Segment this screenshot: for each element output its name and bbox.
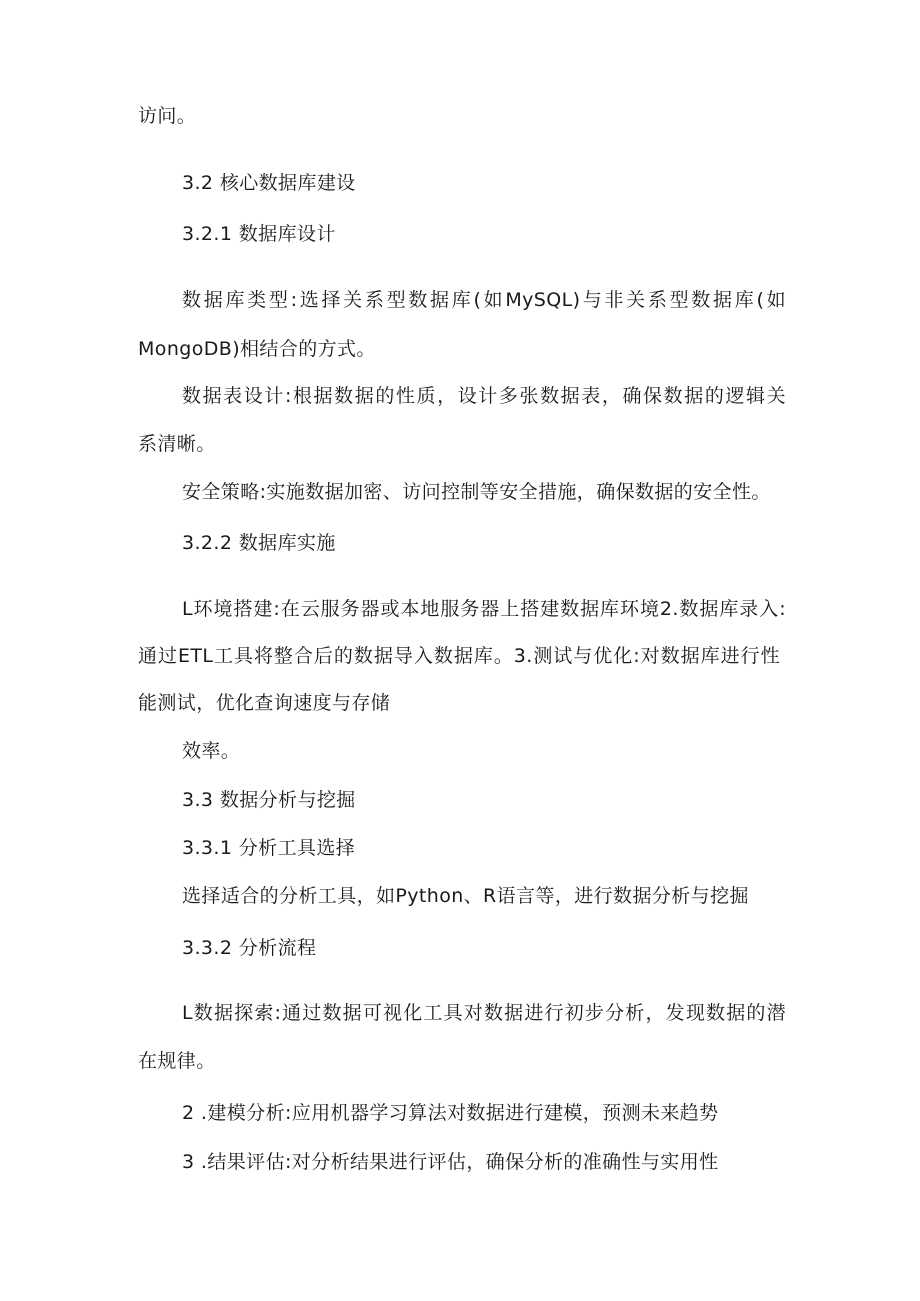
section-heading-3-2: 3.2 核心数据库建设 xyxy=(182,172,356,194)
table-design-line-2: 系清晰。 xyxy=(138,433,216,455)
implementation-line-1: L环境搭建:在云服务器或本地服务器上搭建数据库环境2.数据库录入: xyxy=(182,598,786,620)
subsection-heading-3-2-1: 3.2.1 数据库设计 xyxy=(182,223,336,245)
implementation-line-3: 能测试，优化查询速度与存储 xyxy=(138,692,391,714)
section-heading-3-3: 3.3 数据分析与挖掘 xyxy=(182,789,356,811)
implementation-line-4: 效率。 xyxy=(182,740,241,762)
subsection-heading-3-3-2: 3.3.2 分析流程 xyxy=(182,937,317,959)
paragraph-tail: 访问。 xyxy=(138,105,197,127)
subsection-heading-3-3-1: 3.3.1 分析工具选择 xyxy=(182,837,356,859)
tool-selection-line: 选择适合的分析工具，如Python、R语言等，进行数据分析与挖掘 xyxy=(182,885,749,907)
db-type-line-1: 数据库类型:选择关系型数据库(如MySQL)与非关系型数据库(如 xyxy=(182,289,786,311)
analysis-step-2-line: 2 .建模分析:应用机器学习算法对数据进行建模，预测未来趋势 xyxy=(182,1102,719,1124)
db-type-line-2: MongoDB)相结合的方式。 xyxy=(138,338,376,360)
security-policy-line: 安全策略:实施数据加密、访问控制等安全措施，确保数据的安全性。 xyxy=(182,481,771,503)
analysis-step-1-line-2: 在规律。 xyxy=(138,1050,216,1072)
analysis-step-3-line: 3 .结果评估:对分析结果进行评估，确保分析的准确性与实用性 xyxy=(182,1151,719,1173)
analysis-step-1-line-1: L数据探索:通过数据可视化工具对数据进行初步分析，发现数据的潜 xyxy=(182,1002,786,1024)
table-design-line-1: 数据表设计:根据数据的性质，设计多张数据表，确保数据的逻辑关 xyxy=(182,385,786,407)
implementation-line-2: 通过ETL工具将整合后的数据导入数据库。3.测试与优化:对数据库进行性 xyxy=(138,645,780,667)
subsection-heading-3-2-2: 3.2.2 数据库实施 xyxy=(182,532,336,554)
